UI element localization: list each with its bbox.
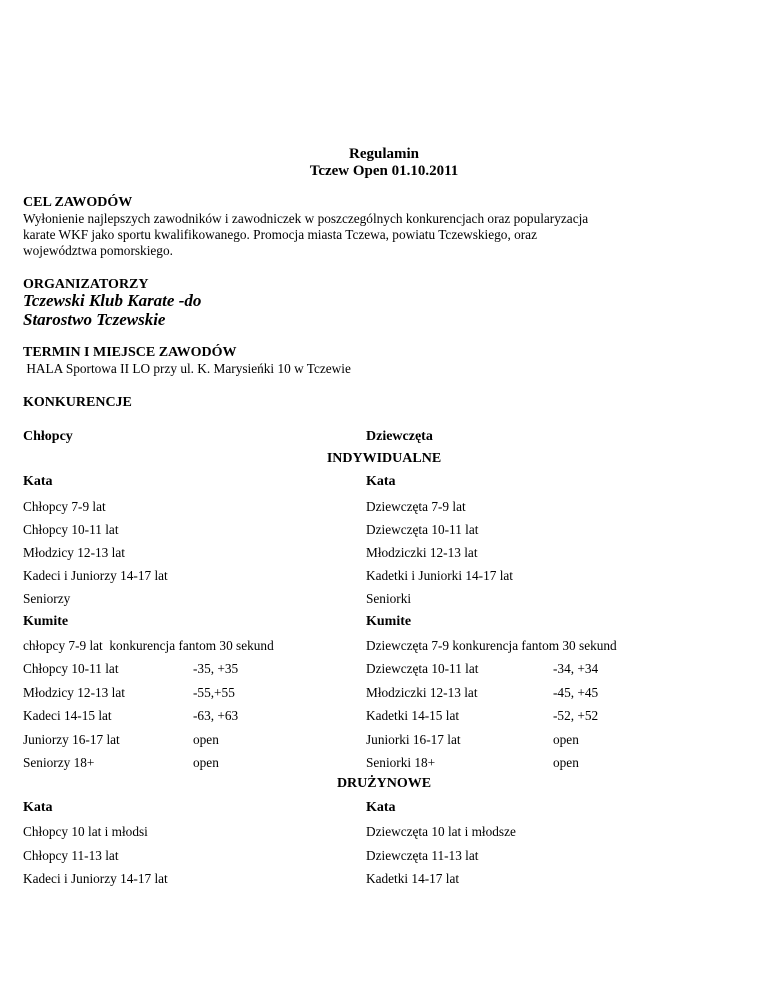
kumite-entry-girls: Dziewczęta 10-11 lat: [366, 661, 479, 676]
kumite-label-girls: Kumite: [366, 614, 412, 629]
team-entry-girls: Dziewczęta 10 lat i młodsze: [366, 824, 516, 839]
kumite-entry-girls: Młodziczki 12-13 lat: [366, 685, 478, 700]
page-subtitle: Tczew Open 01.10.2011: [309, 163, 459, 179]
kumite-entry-girls: Kadetki 14-15 lat: [366, 708, 460, 723]
team-entry-girls: Kadetki 14-17 lat: [366, 871, 460, 886]
konkurencje-heading: KONKURENCJE: [23, 395, 132, 410]
kumite-entry-boys: Młodzicy 12-13 lat: [23, 685, 125, 700]
kumite-weight-boys: -55,+55: [193, 685, 235, 700]
kumite-weight-boys: -63, +63: [193, 708, 239, 723]
kata-entry-girls: Kadetki i Juniorki 14-17 lat: [366, 568, 513, 583]
termin-heading: TERMIN I MIEJSCE ZAWODÓW: [23, 345, 237, 360]
team-entry-boys: Kadeci i Juniorzy 14-17 lat: [23, 871, 168, 886]
cel-heading: CEL ZAWODÓW: [23, 195, 133, 210]
kumite-weight-girls: -52, +52: [553, 708, 599, 723]
kumite-weight-girls: -34, +34: [553, 661, 599, 676]
kata-entry-girls: Młodziczki 12-13 lat: [366, 545, 478, 560]
cel-text-line: karate WKF jako sportu kwalifikowanego. Promocja miasta Tczewa, powiatu Tczewskiego, oraz: [23, 227, 537, 242]
kata-entry-boys: Chłopcy 7-9 lat: [23, 499, 106, 514]
kata-entry-boys: Seniorzy: [23, 591, 71, 606]
organizatorzy-heading: ORGANIZATORZY: [23, 277, 149, 292]
kata-entry-boys: Chłopcy 10-11 lat: [23, 522, 119, 537]
kata-entry-boys: Kadeci i Juniorzy 14-17 lat: [23, 568, 168, 583]
team-entry-boys: Chłopcy 11-13 lat: [23, 848, 119, 863]
cel-text-line: województwa pomorskiego.: [23, 243, 173, 258]
kumite-weight-girls: open: [553, 755, 579, 770]
kumite-entry-boys: Juniorzy 16-17 lat: [23, 732, 120, 747]
team-kata-label-boys: Kata: [23, 800, 53, 815]
kumite-weight-girls: -45, +45: [553, 685, 599, 700]
section-indywidualne: INDYWIDUALNE: [326, 451, 442, 466]
kata-entry-girls: Dziewczęta 10-11 lat: [366, 522, 479, 537]
kata-label-boys: Kata: [23, 474, 53, 489]
kumite-fantom-girls: Dziewczęta 7-9 konkurencja fantom 30 sekund: [366, 638, 617, 653]
page-title: Regulamin: [348, 146, 419, 162]
kumite-entry-boys: Seniorzy 18+: [23, 755, 95, 770]
kumite-weight-girls: open: [553, 732, 579, 747]
cel-text-line: Wyłonienie najlepszych zawodników i zawodniczek w poszczególnych konkurencjach oraz popularyzacja: [23, 211, 589, 226]
termin-text: HALA Sportowa II LO przy ul. K. Marysieńki 10 w Tczewie: [23, 361, 351, 376]
kumite-label-boys: Kumite: [23, 614, 69, 629]
column-header-girls: Dziewczęta: [366, 429, 433, 444]
kumite-entry-boys: Kadeci 14-15 lat: [23, 708, 112, 723]
kumite-weight-boys: open: [193, 732, 219, 747]
kumite-weight-boys: open: [193, 755, 219, 770]
kumite-entry-girls: Juniorki 16-17 lat: [366, 732, 461, 747]
kata-label-girls: Kata: [366, 474, 396, 489]
kata-entry-boys: Młodzicy 12-13 lat: [23, 545, 125, 560]
kumite-entry-boys: Chłopcy 10-11 lat: [23, 661, 119, 676]
team-entry-boys: Chłopcy 10 lat i młodsi: [23, 824, 148, 839]
kumite-fantom-boys: chłopcy 7-9 lat konkurencja fantom 30 sekund: [23, 638, 274, 653]
team-kata-label-girls: Kata: [366, 800, 396, 815]
team-entry-girls: Dziewczęta 11-13 lat: [366, 848, 479, 863]
kumite-weight-boys: -35, +35: [193, 661, 239, 676]
section-druzynowe: DRUŻYNOWE: [336, 776, 432, 791]
organizer-name: Tczewski Klub Karate -do: [23, 291, 202, 310]
kumite-entry-girls: Seniorki 18+: [366, 755, 436, 770]
organizer-name: Starostwo Tczewskie: [23, 310, 166, 329]
kata-entry-girls: Dziewczęta 7-9 lat: [366, 499, 466, 514]
column-header-boys: Chłopcy: [23, 429, 73, 444]
kata-entry-girls: Seniorki: [366, 591, 412, 606]
